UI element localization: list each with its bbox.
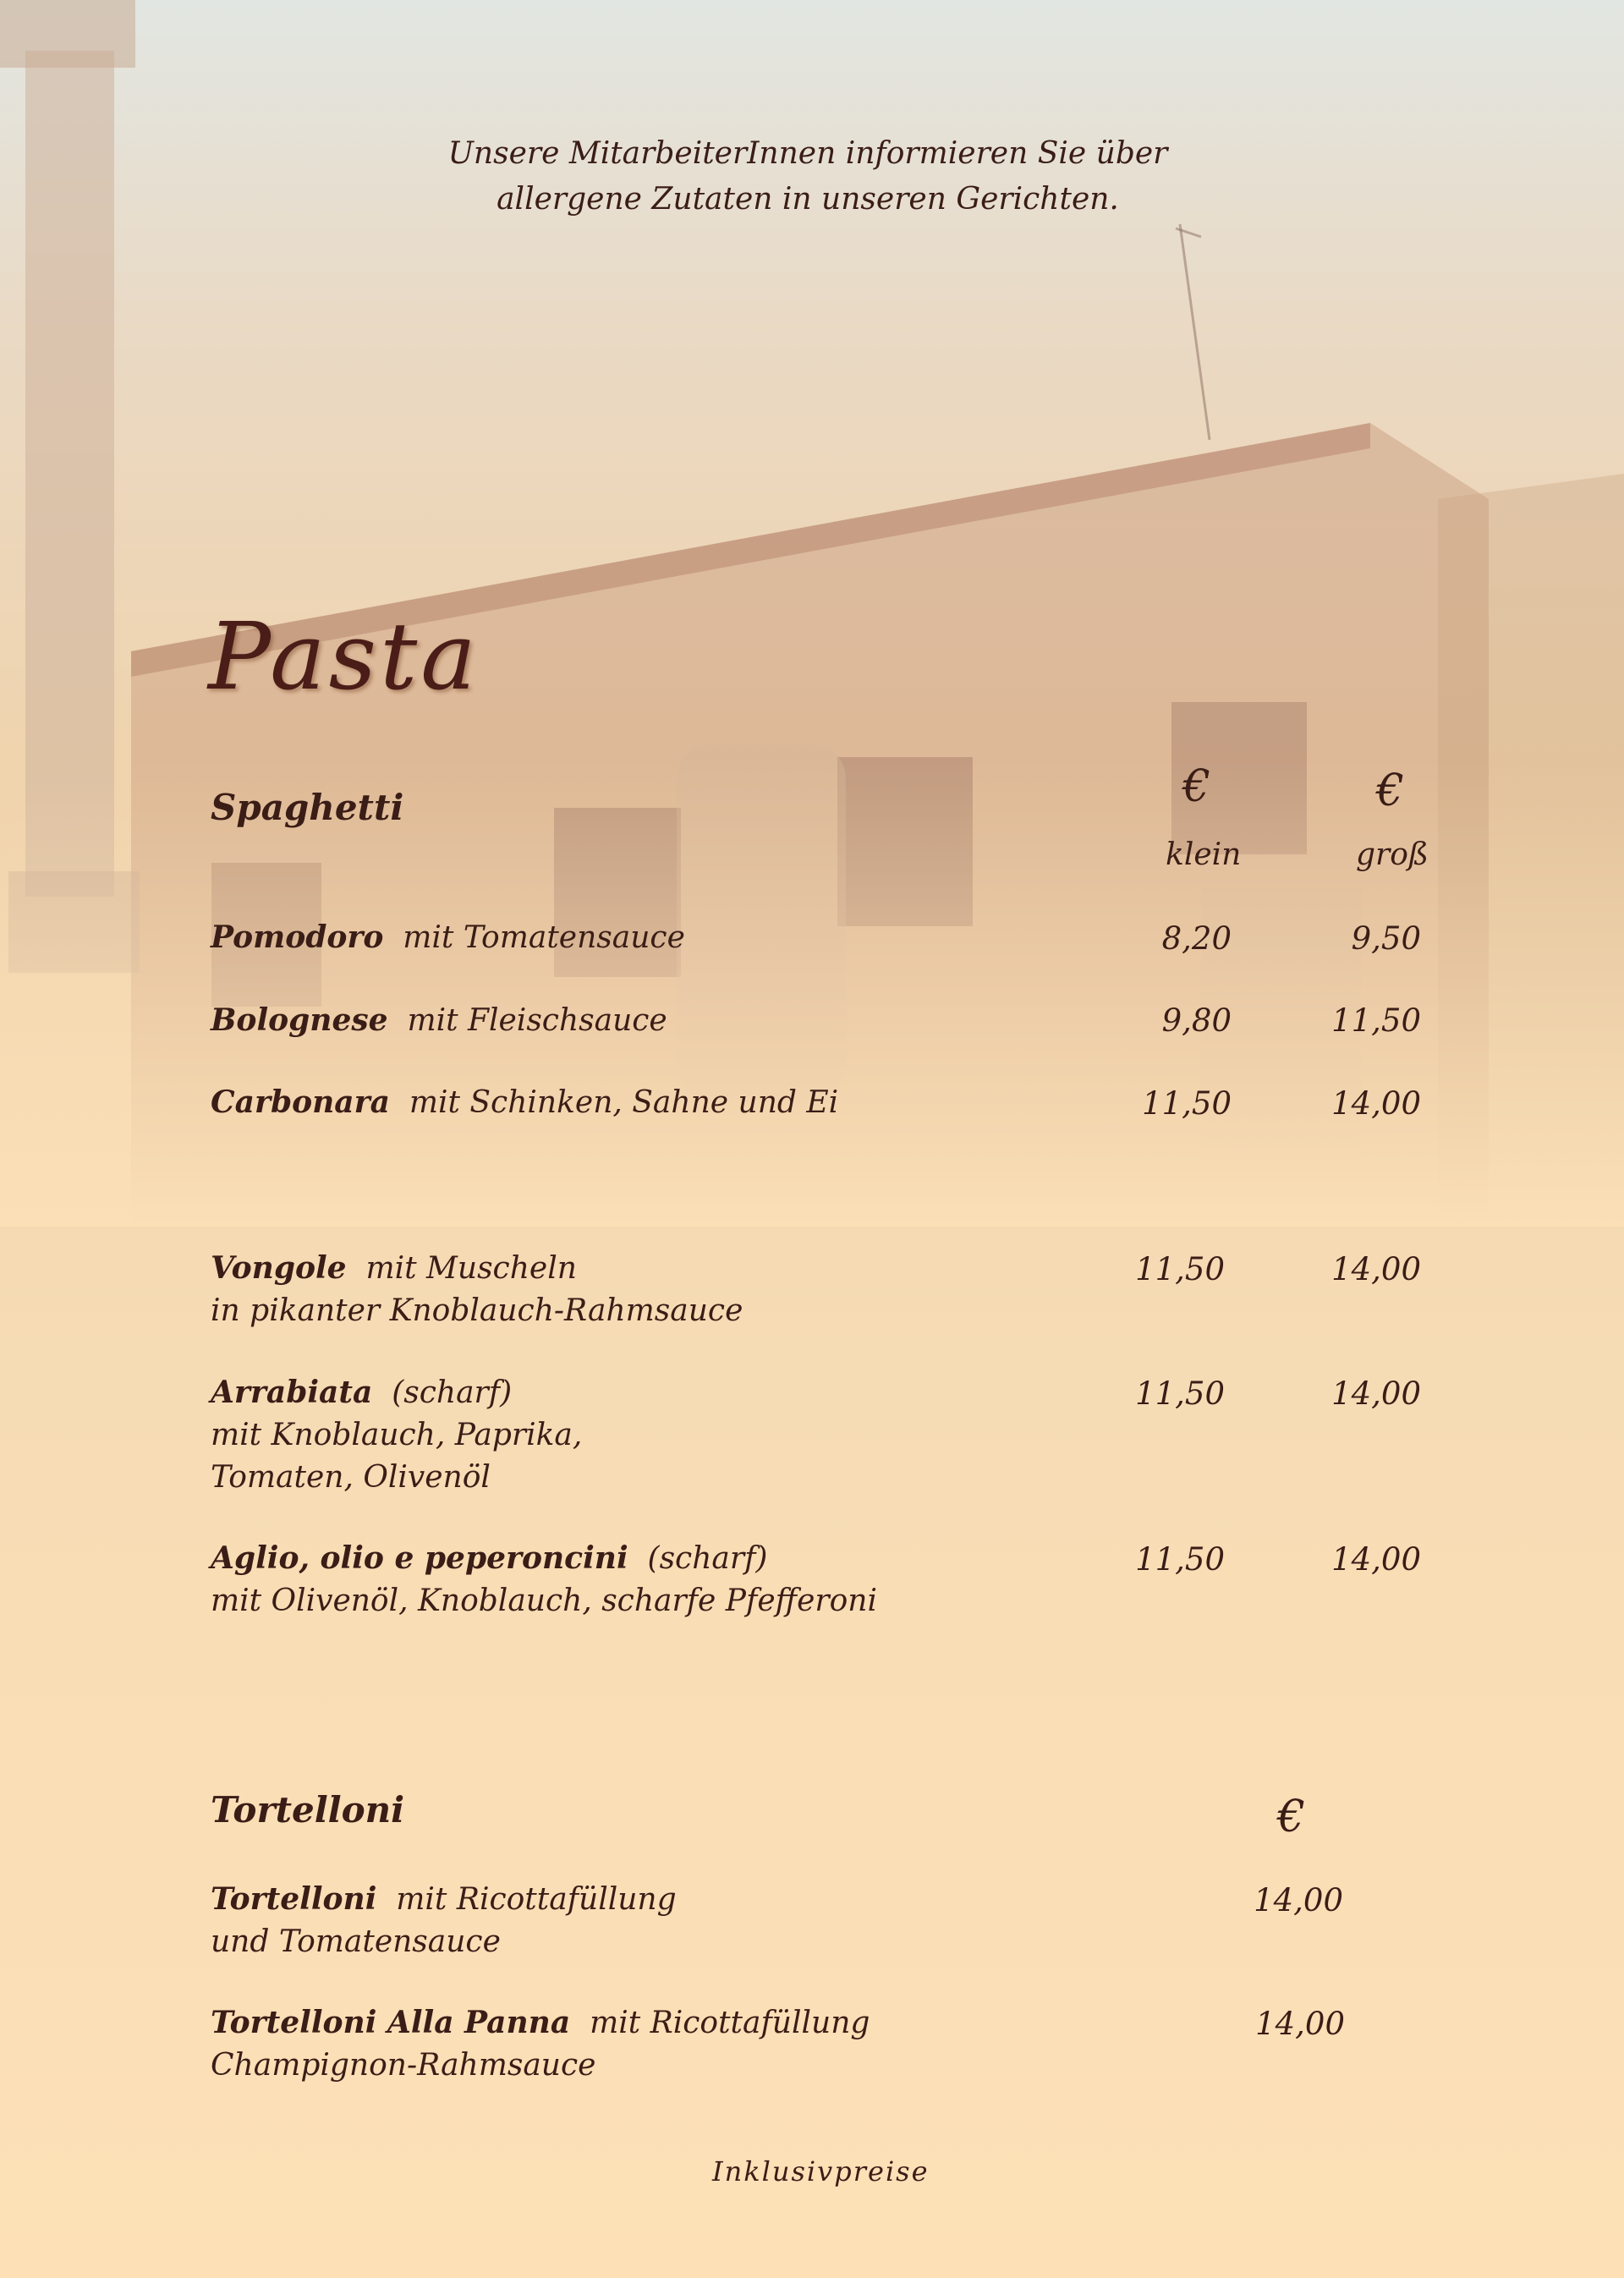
section-heading-spaghetti: Spaghetti (211, 787, 404, 828)
menu-item-name: Pomodoro (211, 919, 384, 955)
price: 14,00 (1254, 1882, 1343, 1918)
price-large: 11,50 (1331, 1002, 1421, 1039)
menu-item-aglio-olio (211, 1537, 877, 1622)
menu-item-desc-line2: in pikanter Knoblauch-Rahmsauce (211, 1293, 743, 1328)
menu-item-bolognese (211, 999, 667, 1042)
price-small: 11,50 (1142, 1085, 1232, 1122)
allergen-notice-line2: allergene Zutaten in unseren Gerichten. (497, 182, 1119, 217)
price-large: 14,00 (1331, 1541, 1421, 1578)
menu-item-desc-line2: mit Knoblauch, Paprika, (211, 1418, 583, 1452)
currency-header: € (1277, 1792, 1306, 1842)
price-small: 11,50 (1135, 1375, 1225, 1412)
menu-item-desc-line2: mit Olivenöl, Knoblauch, scharfe Pfefferoni (211, 1584, 878, 1618)
page-title: Pasta (208, 602, 480, 711)
column-header-klein: klein (1166, 837, 1242, 872)
allergen-notice-line1: Unsere MitarbeiterInnen informieren Sie über (447, 136, 1168, 171)
currency-header-large: € (1376, 766, 1405, 816)
price-small: 11,50 (1135, 1541, 1225, 1578)
menu-item-desc: mit Ricottafüllung (590, 2006, 870, 2040)
menu-item-desc-line2: und Tomatensauce (211, 1924, 501, 1959)
menu-item-name: Aglio, olio e peperoncini (211, 1540, 628, 1576)
allergen-notice (0, 131, 1620, 222)
menu-item-name: Vongole (211, 1250, 347, 1286)
price-large: 14,00 (1331, 1251, 1421, 1287)
price-large: 14,00 (1331, 1375, 1421, 1412)
menu-item-desc-line3: Tomaten, Olivenöl (211, 1460, 491, 1495)
menu-item-name: Bolognese (211, 1002, 388, 1038)
menu-item-desc: mit Tomatensauce (403, 920, 685, 955)
menu-item-name: Tortelloni Alla Panna (211, 2005, 571, 2040)
menu-item-name: Tortelloni (211, 1881, 377, 1917)
menu-item-desc: mit Muscheln (365, 1251, 577, 1286)
currency-header-small: € (1182, 761, 1211, 812)
price-small: 9,80 (1161, 1002, 1232, 1039)
menu-item-carbonara (211, 1081, 838, 1124)
menu-item-tortelloni-alla-panna (211, 2001, 870, 2087)
menu-item-arrabiata (211, 1371, 582, 1499)
menu-item-desc: mit Schinken, Sahne und Ei (409, 1085, 839, 1120)
price-large: 9,50 (1351, 920, 1421, 957)
price-large: 14,00 (1331, 1085, 1421, 1122)
section-heading-tortelloni: Tortelloni (211, 1789, 405, 1831)
price: 14,00 (1255, 2006, 1345, 2042)
menu-item-tortelloni (211, 1878, 677, 1963)
menu-item-desc: mit Fleischsauce (407, 1003, 667, 1038)
menu-item-desc: mit Ricottafüllung (396, 1882, 677, 1917)
footer-note: Inklusivpreise (712, 2155, 930, 2187)
price-small: 11,50 (1135, 1251, 1225, 1287)
menu-item-vongole (211, 1247, 743, 1332)
column-header-gross: groß (1356, 837, 1429, 872)
menu-item-desc-line2: Champignon-Rahmsauce (211, 2048, 596, 2083)
price-small: 8,20 (1161, 920, 1232, 957)
menu-item-pomodoro (211, 916, 685, 959)
menu-item-name: Carbonara (211, 1084, 390, 1120)
menu-item-name: Arrabiata (211, 1375, 373, 1410)
menu-item-desc: (scharf) (647, 1541, 768, 1576)
menu-item-desc: (scharf) (392, 1375, 513, 1410)
